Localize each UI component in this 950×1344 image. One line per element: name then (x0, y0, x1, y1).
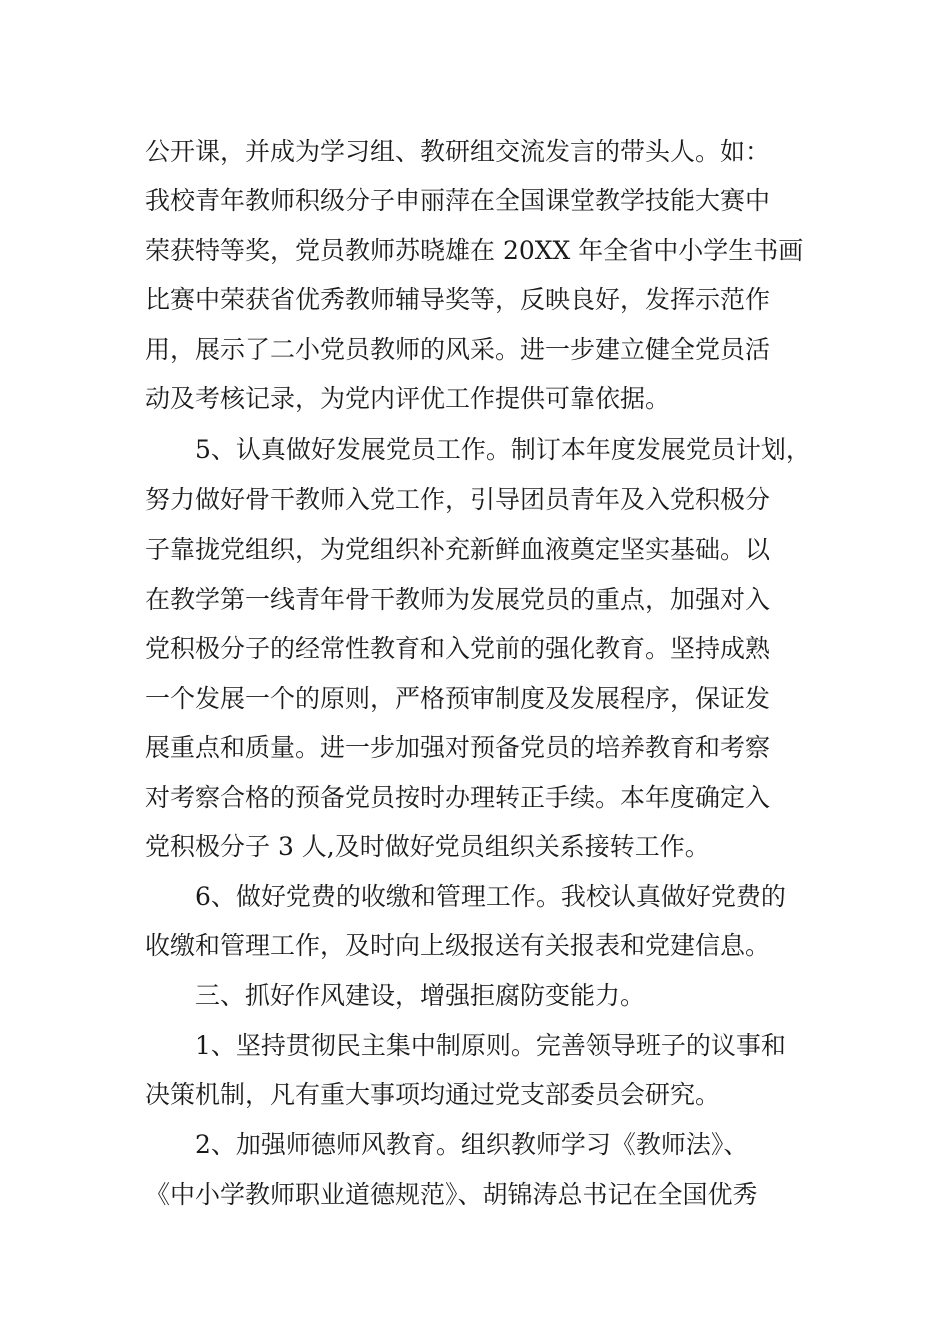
paragraph-line: 2、加强师德师风教育。组织教师学习《教师法》、 (195, 1130, 749, 1159)
paragraph-line: 收缴和管理工作，及时向上级报送有关报表和党建信息。 (145, 931, 771, 960)
paragraph-line: 1、坚持贯彻民主集中制原则。完善领导班子的议事和 (195, 1031, 786, 1060)
paragraph-line: 展重点和质量。进一步加强对预备党员的培养教育和考察 (145, 733, 771, 762)
paragraph-line: 决策机制，凡有重大事项均通过党支部委员会研究。 (145, 1080, 721, 1109)
paragraph-line: 一个发展一个的原则，严格预审制度及发展程序，保证发 (145, 684, 771, 713)
paragraph-line: 子靠拢党组织，为党组织补充新鲜血液奠定坚实基础。以 (145, 535, 771, 564)
paragraph-line: 在教学第一线青年骨干教师为发展党员的重点，加强对入 (145, 585, 771, 614)
paragraph-line: 6、做好党费的收缴和管理工作。我校认真做好党费的 (195, 882, 786, 911)
paragraph-line: 《中小学教师职业道德规范》、胡锦涛总书记在全国优秀 (145, 1180, 758, 1209)
paragraph-line: 党积极分子 3 人,及时做好党员组织关系接转工作。 (145, 832, 710, 861)
paragraph-line: 荣获特等奖，党员教师苏晓雄在 20XX 年全省中小学生书画 (145, 236, 804, 265)
section-heading: 三、抓好作风建设，增强拒腐防变能力。 (195, 981, 646, 1010)
paragraph-line: 对考察合格的预备党员按时办理转正手续。本年度确定入 (145, 783, 771, 812)
paragraph-line: 比赛中荣获省优秀教师辅导奖等，反映良好，发挥示范作 (145, 285, 771, 314)
paragraph-line: 动及考核记录，为党内评优工作提供可靠依据。 (145, 384, 671, 413)
paragraph-line: 党积极分子的经常性教育和入党前的强化教育。坚持成熟 (145, 634, 771, 663)
paragraph-line: 用，展示了二小党员教师的风采。进一步建立健全党员活 (145, 335, 771, 364)
paragraph-line: 公开课，并成为学习组、教研组交流发言的带头人。如： (145, 137, 771, 166)
paragraph-line: 5、认真做好发展党员工作。制订本年度发展党员计划， (195, 435, 811, 464)
paragraph-line: 努力做好骨干教师入党工作，引导团员青年及入党积极分 (145, 485, 771, 514)
paragraph-line: 我校青年教师积级分子申丽萍在全国课堂教学技能大赛中 (145, 186, 771, 215)
